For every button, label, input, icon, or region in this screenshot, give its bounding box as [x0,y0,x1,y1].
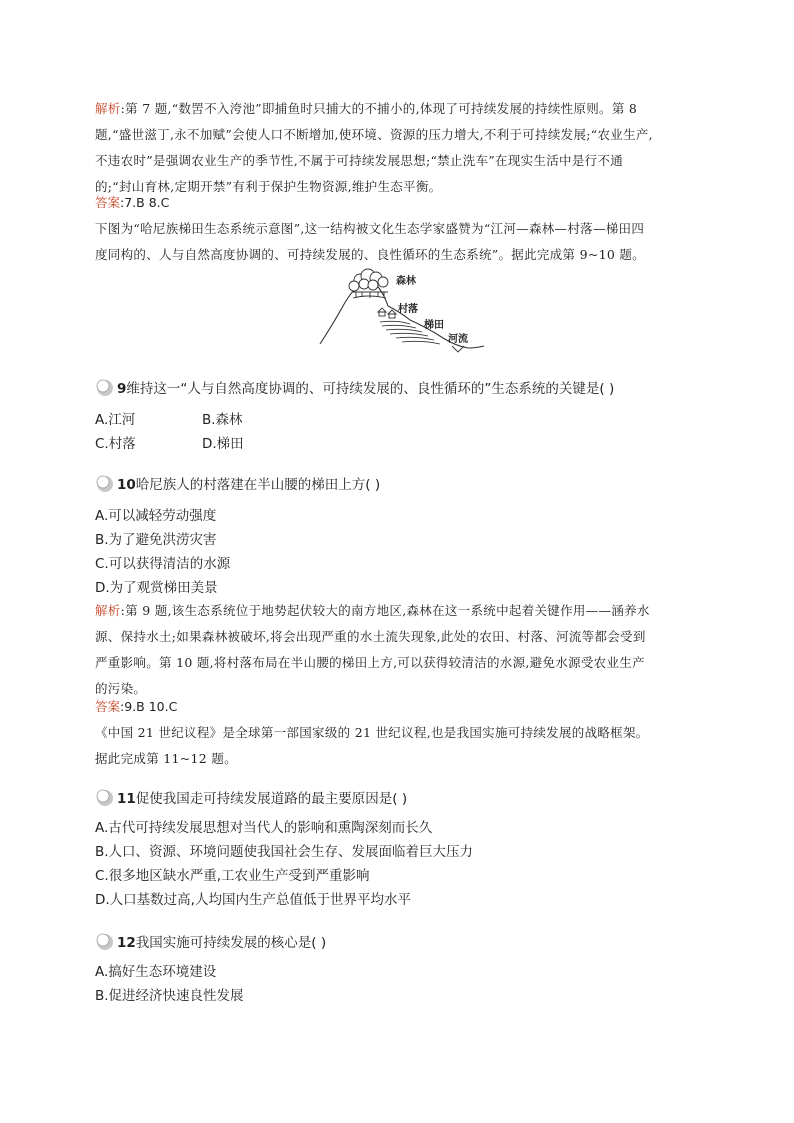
question-badge-icon [95,377,115,397]
question-stem: 维持这一“人与自然高度协调的、可持续发展的、良性循环的”生态系统的关键是( ) [126,381,615,397]
question-10 [95,472,380,494]
figure-label-forest: 森林 [396,276,416,287]
option-d: D.为了观赏梯田美景 [95,580,218,596]
question-stem: 促使我国走可持续发展道路的最主要原因是( ) [135,791,408,807]
answer-text: :9.B 10.C [120,699,178,714]
option-d: D.梯田 [202,436,244,452]
option-a: A.古代可持续发展思想对当代人的影响和熏陶深刻而长久 [95,820,433,836]
analysis-line: 严重影响。第 10 题,将村落布局在半山腰的梯田上方,可以获得较清洁的水源,避免水源受农业生产 [95,655,645,670]
analysis-line: 的;“封山育林,定期开禁”有利于保护生物资源,维护生态平衡。 [95,179,442,194]
analysis-line: :第 9 题,该生态系统位于地势起伏较大的南方地区,森林在这一系统中起着关键作用——涵养水 [120,603,650,618]
question-number: 12 [117,935,136,951]
analysis-7-8 [95,96,695,200]
answer-text: :7.B 8.C [120,195,170,210]
analysis-label: 解析 [95,603,121,618]
option-a: A.江河 [95,412,136,428]
option-b: B.人口、资源、环境问题使我国社会生存、发展面临着巨大压力 [95,844,474,860]
question-badge-icon [95,787,115,807]
analysis-line: 源、保持水土;如果森林被破坏,将会出现严重的水土流失现象,此处的农田、村落、河流等都会受到 [95,629,646,644]
option-b: B.为了避免洪涝灾害 [95,532,217,548]
answer-9-10 [95,698,177,716]
question-number: 11 [117,791,136,807]
question-badge-icon [95,473,115,493]
intro-11-12 [95,720,695,772]
figure-label-village: 村落 [398,304,418,315]
option-c: C.很多地区缺水严重,工农业生产受到严重影响 [95,868,370,884]
answer-label: 答案 [95,195,121,210]
option-b: B.森林 [202,412,243,428]
analysis-line: 不违农时”是强调农业生产的季节性,不属于可持续发展思想;“禁止洗车”在现实生活中是行不通 [95,153,624,168]
question-stem: 我国实施可持续发展的核心是( ) [135,935,327,951]
answer-7-8 [95,194,169,212]
intro-line: 据此完成第 11~12 题。 [95,751,237,766]
option-c: C.可以获得清洁的水源 [95,556,231,572]
option-d: D.人口基数过高,人均国内生产总值低于世界平均水平 [95,892,411,908]
hani-terrace-diagram [318,264,488,360]
answer-label: 答案 [95,699,121,714]
option-a: A.可以减轻劳动强度 [95,508,217,524]
analysis-line: 题,“盛世滋丁,永不加赋”会使人口不断增加,使环境、资源的压力增大,不利于可持续发展;“农业生产, [95,127,653,142]
question-11 [95,786,407,808]
figure-label-terrace: 梯田 [424,320,444,331]
question-stem: 哈尼族人的村落建在半山腰的梯田上方( ) [135,477,381,493]
intro-line: 度同构的、人与自然高度协调的、可持续发展的、良性循环的生态系统”。据此完成第 9~10 题。 [95,247,645,262]
question-number: 10 [117,477,136,493]
question-badge-icon [95,931,115,951]
question-number: 9 [117,381,127,397]
figure-label-river: 河流 [448,334,468,345]
question-9 [95,376,614,398]
analysis-line: 的污染。 [95,681,147,696]
analysis-9-10 [95,598,695,702]
analysis-line: :第 7 题,“数罟不入洿池”即捕鱼时只捕大的不捕小的,体现了可持续发展的持续性原则。第 8 [120,101,638,116]
option-b: B.促进经济快速良性发展 [95,988,244,1004]
analysis-label: 解析 [95,101,121,116]
intro-9-10 [95,216,695,268]
option-a: A.搞好生态环境建设 [95,964,217,980]
intro-line: 《中国 21 世纪议程》是全球第一部国家级的 21 世纪议程,也是我国实施可持续发展的战略框架。 [95,725,649,740]
village-drawing [378,308,396,318]
option-c: C.村落 [95,436,136,452]
intro-line: 下图为“哈尼族梯田生态系统示意图”,这一结构被文化生态学家盛赞为“江河—森林—村落—梯田四 [95,221,645,236]
question-12 [95,930,326,952]
